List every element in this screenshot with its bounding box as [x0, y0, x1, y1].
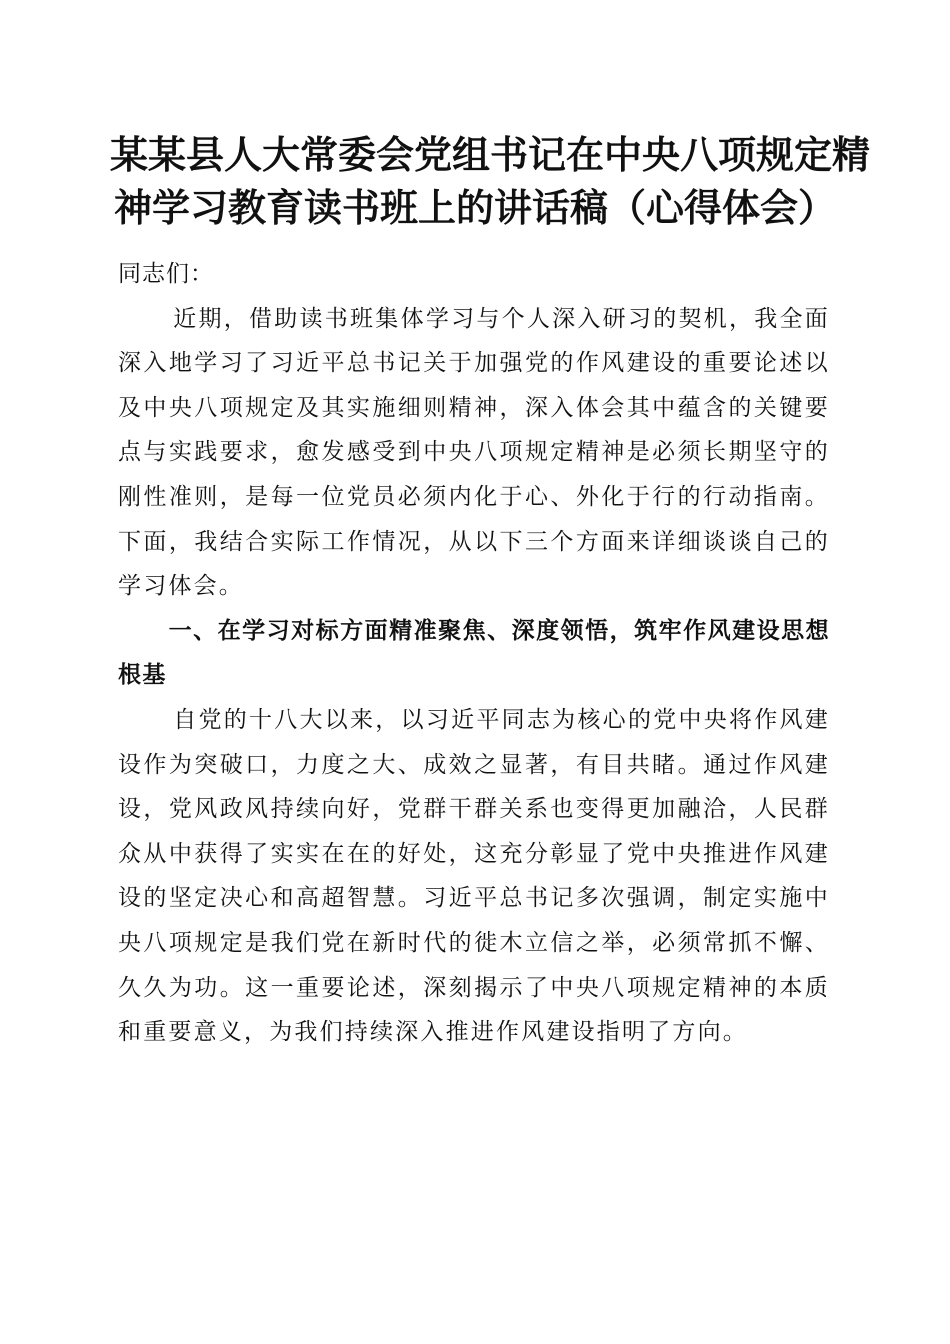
greeting: 同志们： [118, 261, 214, 287]
title-line-1: 某某县人大常委会党组书记在中央八项规定精 [110, 132, 871, 177]
section-heading-1: 一、在学习对标方面精准聚焦、深度领悟，筑牢作风建设思想根基 [118, 617, 830, 689]
document-title [110, 128, 871, 234]
section-1-paragraph: 自党的十八大以来，以习近平同志为核心的党中央将作风建设作为突破口，力度之大、成效之显著，有目共睹。通过作风建设，党风政风持续向好，党群干群关系也变得更加融洽，人民群众从中获得了实实在在的好处，这充分彰显了党中央推进作风建设的坚定决心和高超智慧。习近平总书记多次强调，制定实施中央八项规定是我们党在新时代的徙木立信之举，必须常抓不懈、久久为功。这一重要论述，深刻揭示了中央八项规定精神的本质和重要意义，为我们持续深入推进作风建设指明了方向。 [118, 706, 830, 1046]
document-body [118, 252, 830, 1055]
title-line-2: 神学习教育读书班上的讲话稿（心得体会） [113, 185, 836, 230]
intro-paragraph: 近期，借助读书班集体学习与个人深入研习的契机，我全面深入地学习了习近平总书记关于加强党的作风建设的重要论述以及中央八项规定及其实施细则精神，深入体会其中蕴含的关键要点与实践要求，愈发感受到中央八项规定精神是必须长期坚守的刚性准则，是每一位党员必须内化于心、外化于行的行动指南。下面，我结合实际工作情况，从以下三个方面来详细谈谈自己的学习体会。 [118, 305, 830, 600]
